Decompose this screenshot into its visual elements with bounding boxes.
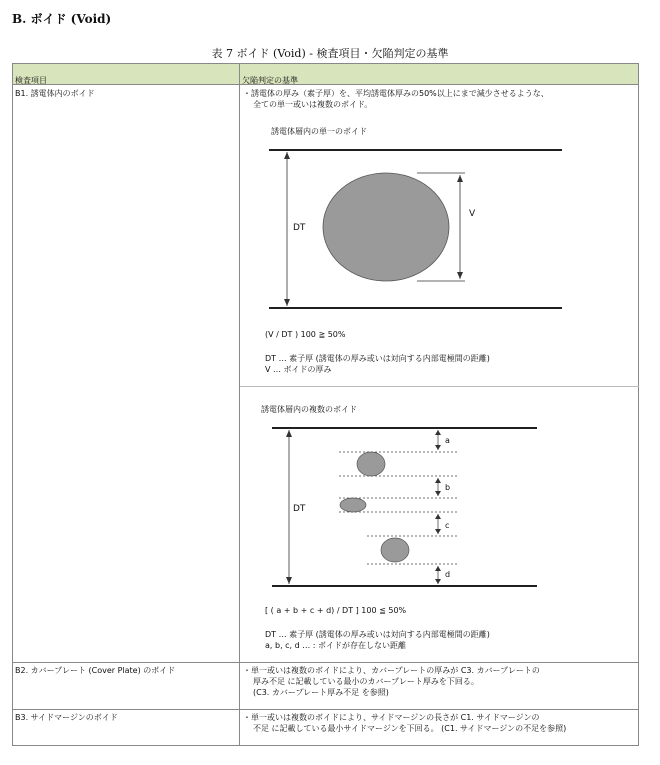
multi-formula: [ ( a + b + c + d) / DT ] 100 ≦ 50% bbox=[265, 606, 407, 615]
multi-void-title: 誘電体層内の複数のボイド bbox=[261, 405, 357, 414]
gap-b-label: b bbox=[445, 483, 451, 492]
multi-def-dt: DT … 素子厚 (誘電体の厚み或いは対向する内部電極間の距離) bbox=[265, 630, 490, 639]
v-arrow-top bbox=[457, 175, 463, 182]
b1-criteria-line2: 全ての単一或いは複数のボイド。 bbox=[253, 100, 373, 109]
row-divider-b3 bbox=[13, 709, 639, 710]
single-def-dt: DT … 素子厚 (誘電体の厚み或いは対向する内部電極間の距離) bbox=[265, 354, 490, 363]
b3-item-label: B3. サイドマージンのボイド bbox=[15, 713, 118, 722]
dt-arrow-top bbox=[284, 152, 290, 159]
multi-def-abcd: a, b, c, d … : ボイドが存在しない距離 bbox=[265, 641, 407, 650]
multi-dt-arrow-bottom bbox=[286, 577, 292, 584]
section-heading: B. ボイド (Void) bbox=[12, 12, 112, 26]
header-inspection-item: 検査項目 bbox=[15, 76, 47, 85]
multi-dt-label: DT bbox=[293, 504, 306, 514]
row-divider-b2 bbox=[13, 662, 639, 663]
v-arrow-bottom bbox=[457, 272, 463, 279]
void-2 bbox=[340, 498, 366, 512]
single-void-title: 誘電体層内の単一のボイド bbox=[271, 127, 367, 136]
criteria-table bbox=[12, 63, 639, 746]
single-void-ellipse bbox=[323, 173, 449, 281]
b2-criteria-line2: 厚み不足 に記載している最小のカバープレート厚みを下回る。 bbox=[253, 677, 479, 686]
header-criteria: 欠陥判定の基準 bbox=[242, 76, 298, 85]
gap-c-label: c bbox=[445, 521, 450, 530]
single-def-v: V … ボイドの厚み bbox=[265, 365, 332, 374]
table-header-row bbox=[13, 64, 638, 85]
gap-a-label: a bbox=[445, 436, 450, 445]
single-formula: (V / DT ) 100 ≧ 50% bbox=[265, 330, 346, 339]
b2-criteria-line1: ・単一或いは複数のボイドにより、カバープレートの厚みが C3. カバープレートの bbox=[243, 666, 540, 675]
b1-criteria-line1: ・誘電体の厚み（素子厚）を、平均誘電体厚みの50%以上にまで減少させるような、 bbox=[243, 89, 549, 98]
b2-item-label: B2. カバープレート (Cover Plate) のボイド bbox=[15, 666, 176, 675]
b3-criteria-line2: 不足 に記載している最小サイドマージンを下回る。 (C1. サイドマージンの不足を参照) bbox=[253, 724, 567, 733]
gap-d-label: d bbox=[445, 570, 451, 579]
subrow-divider bbox=[240, 386, 639, 387]
void-1 bbox=[357, 452, 385, 476]
single-v-label: V bbox=[469, 209, 476, 219]
void-3 bbox=[381, 538, 409, 562]
table-caption: 表 7 ボイド (Void) - 検査項目・欠陥判定の基準 bbox=[211, 47, 449, 60]
b2-criteria-line3: (C3. カバープレート厚み不足 を参照) bbox=[253, 688, 389, 697]
b3-criteria-line1: ・単一或いは複数のボイドにより、サイドマージンの長さが C1. サイドマージンの bbox=[243, 713, 540, 722]
gap-arrowheads bbox=[435, 430, 441, 584]
b1-item-label: B1. 誘電体内のボイド bbox=[15, 89, 95, 98]
single-dt-label: DT bbox=[293, 223, 306, 233]
dt-arrow-bottom bbox=[284, 299, 290, 306]
multi-dt-arrow-top bbox=[286, 430, 292, 437]
